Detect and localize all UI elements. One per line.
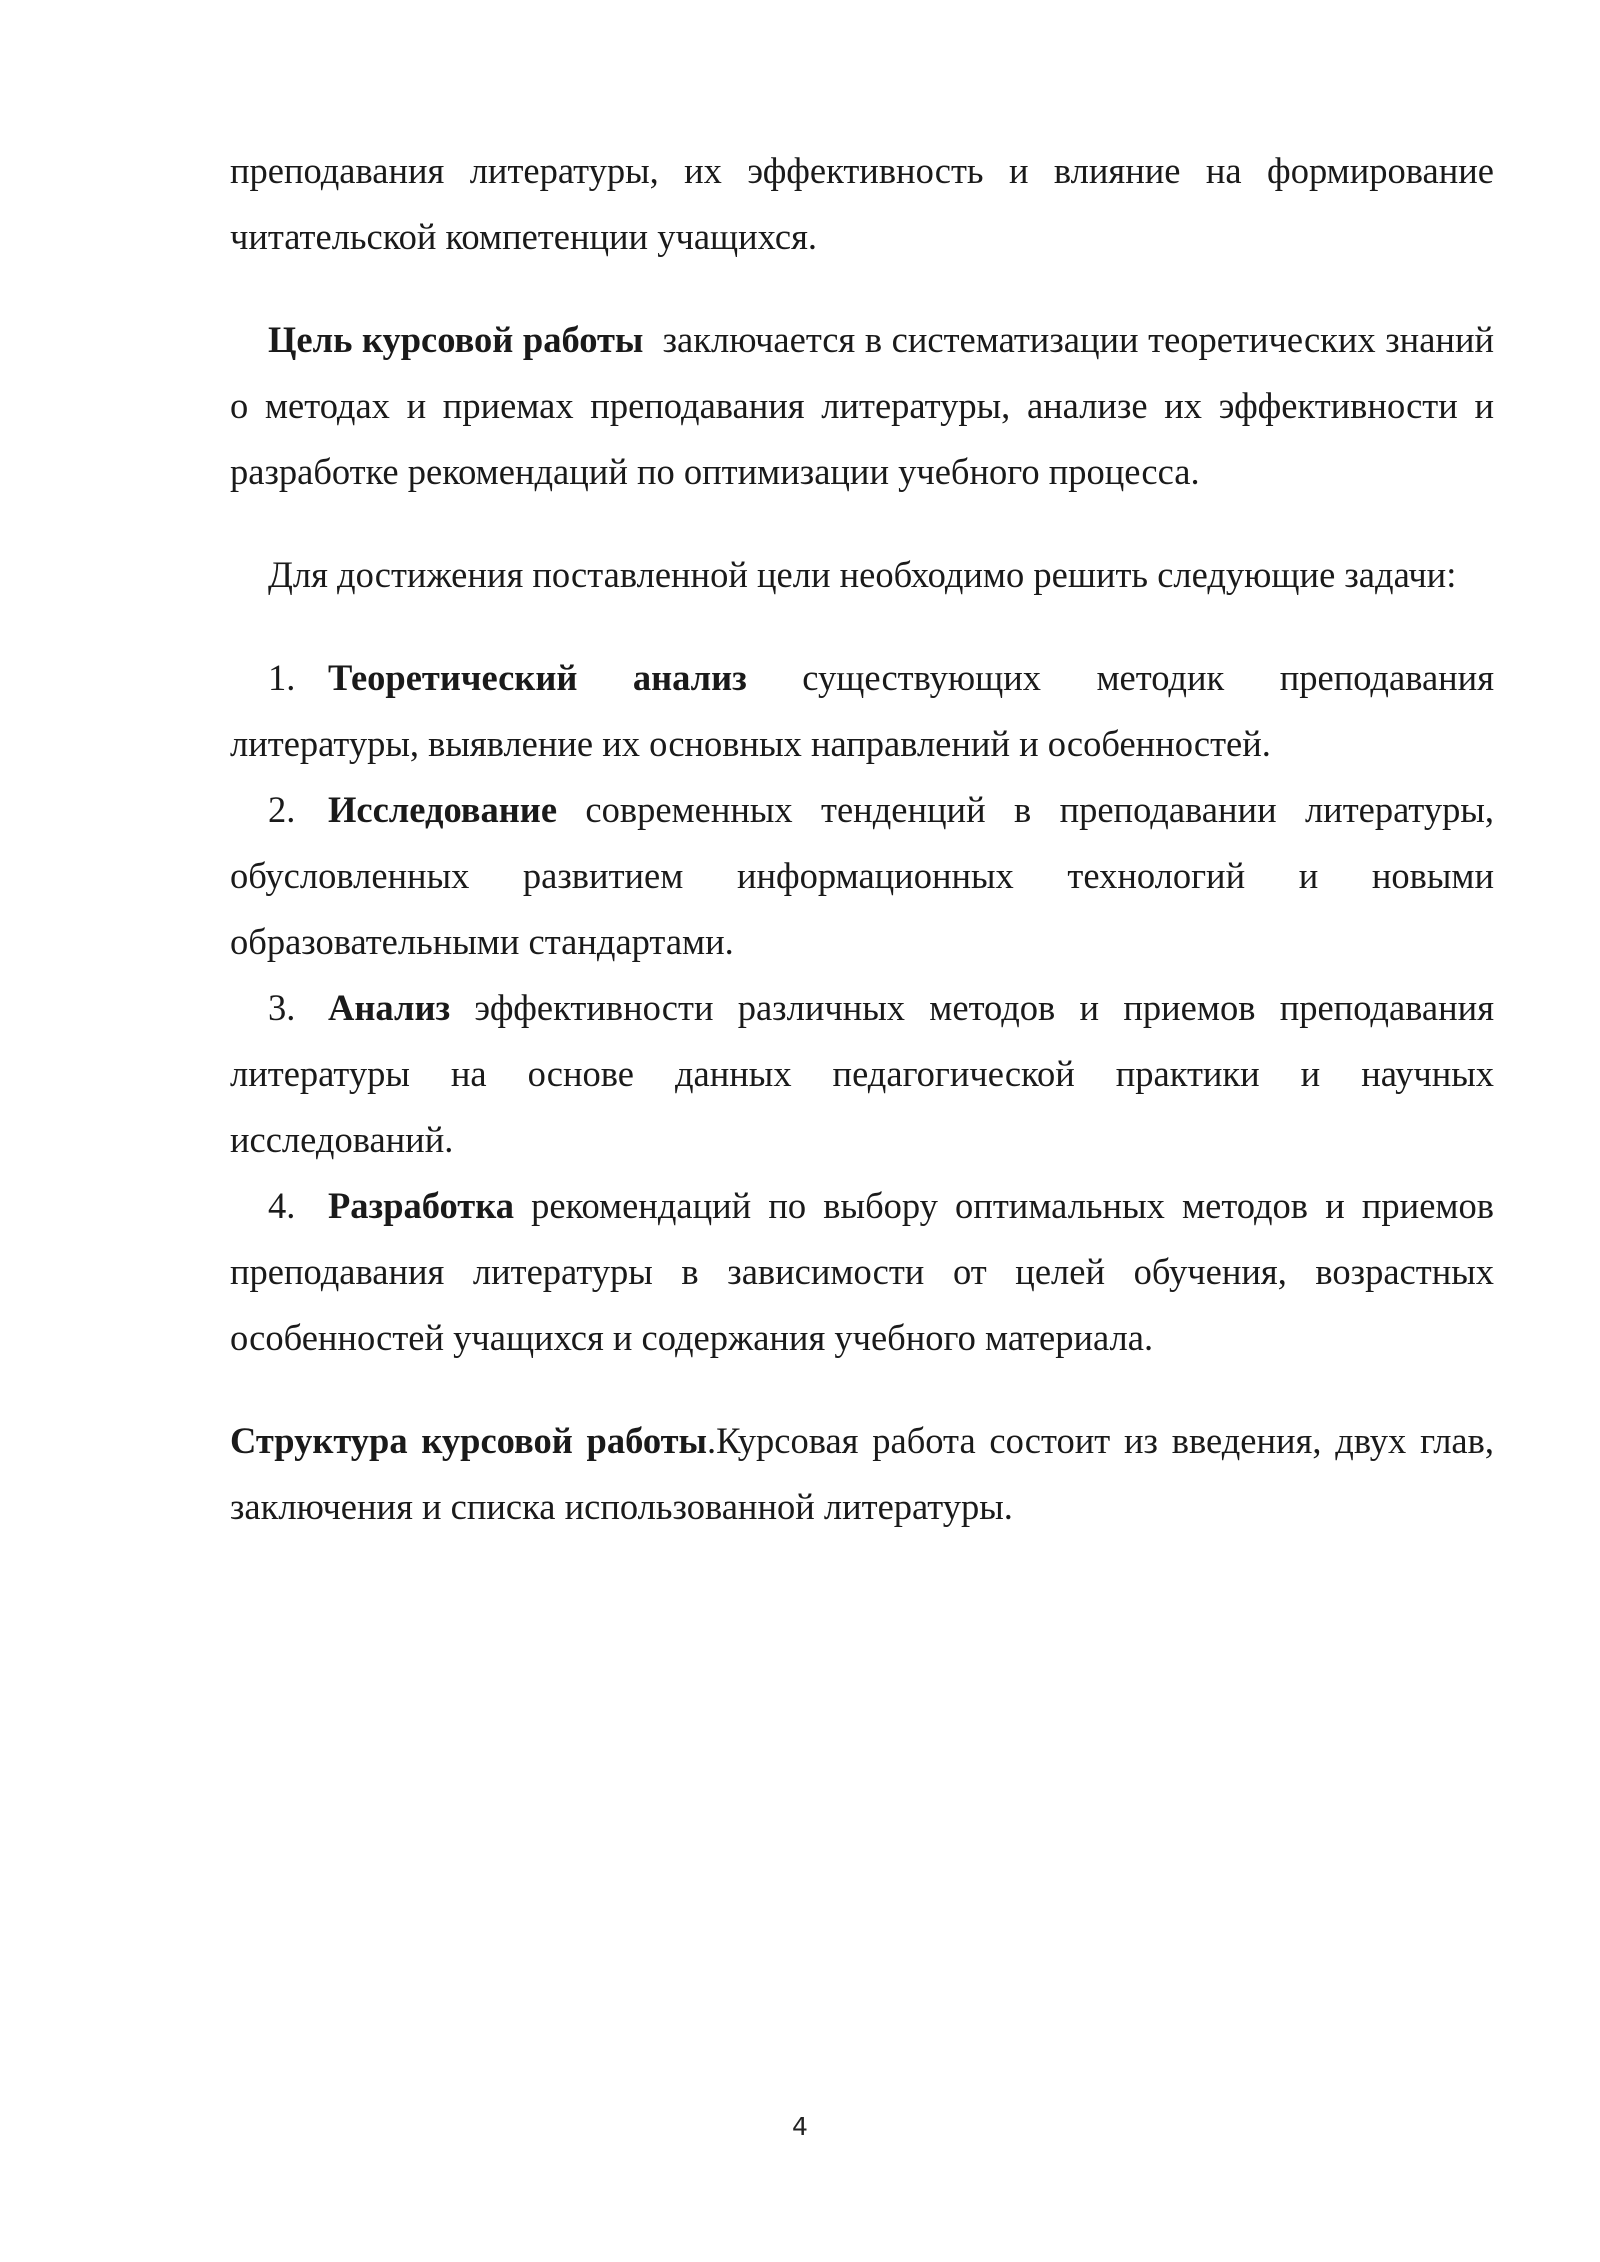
goal-paragraph xyxy=(230,307,1504,505)
task-number: 4. xyxy=(268,1185,296,1226)
task-text: рекомендаций по выбору оптимальных методов и приемов преподавания литературы в зависимости от целей обучения, возрастных особенностей учащихся и содержания учебного материала. xyxy=(230,1185,1494,1358)
goal-text: заключается в систематизации теоретических знаний о методах и приемах преподавания литературы, анализе их эффективности и разработке рекомендаций по оптимизации учебного процесса. xyxy=(230,319,1504,492)
task-number: 3. xyxy=(268,987,296,1028)
task-number: 2. xyxy=(268,789,296,830)
task-bold-term: Теоретический анализ xyxy=(328,657,747,698)
task-text: современных тенденций в преподавании литературы, обусловленных развитием информационных технологий и новыми образовательными стандартами. xyxy=(230,789,1494,962)
task-number: 1. xyxy=(268,657,296,698)
goal-heading: Цель курсовой работы xyxy=(268,319,644,360)
task-item-4 xyxy=(230,1173,1494,1371)
task-item-1 xyxy=(230,645,1494,777)
task-bold-term: Разработка xyxy=(328,1185,514,1226)
page-number: 4 xyxy=(792,2112,808,2141)
task-item-3 xyxy=(230,975,1494,1173)
tasks-intro-paragraph xyxy=(230,542,1494,608)
task-bold-term: Анализ xyxy=(328,987,451,1028)
tasks-list xyxy=(230,645,1494,1371)
text-column xyxy=(230,138,1504,1540)
structure-text: .Курсовая работа состоит из введения, двух глав, заключения и списка использованной литературы. xyxy=(230,1420,1494,1527)
task-text: эффективности различных методов и приемов преподавания литературы на основе данных педагогической практики и научных исследований. xyxy=(230,987,1494,1160)
task-bold-term: Исследование xyxy=(328,789,558,830)
task-text: существующих методик преподавания литературы, выявление их основных направлений и особенностей. xyxy=(230,657,1494,764)
tasks-intro-text: Для достижения поставленной цели необходимо решить следующие задачи: xyxy=(268,554,1457,595)
intro-continuation-paragraph xyxy=(230,138,1494,270)
structure-heading: Структура курсовой работы xyxy=(230,1420,708,1461)
structure-paragraph xyxy=(230,1408,1494,1540)
task-item-2 xyxy=(230,777,1494,975)
intro-continuation-text: преподавания литературы, их эффективность и влияние на формирование читательской компетенции учащихся. xyxy=(230,150,1494,257)
